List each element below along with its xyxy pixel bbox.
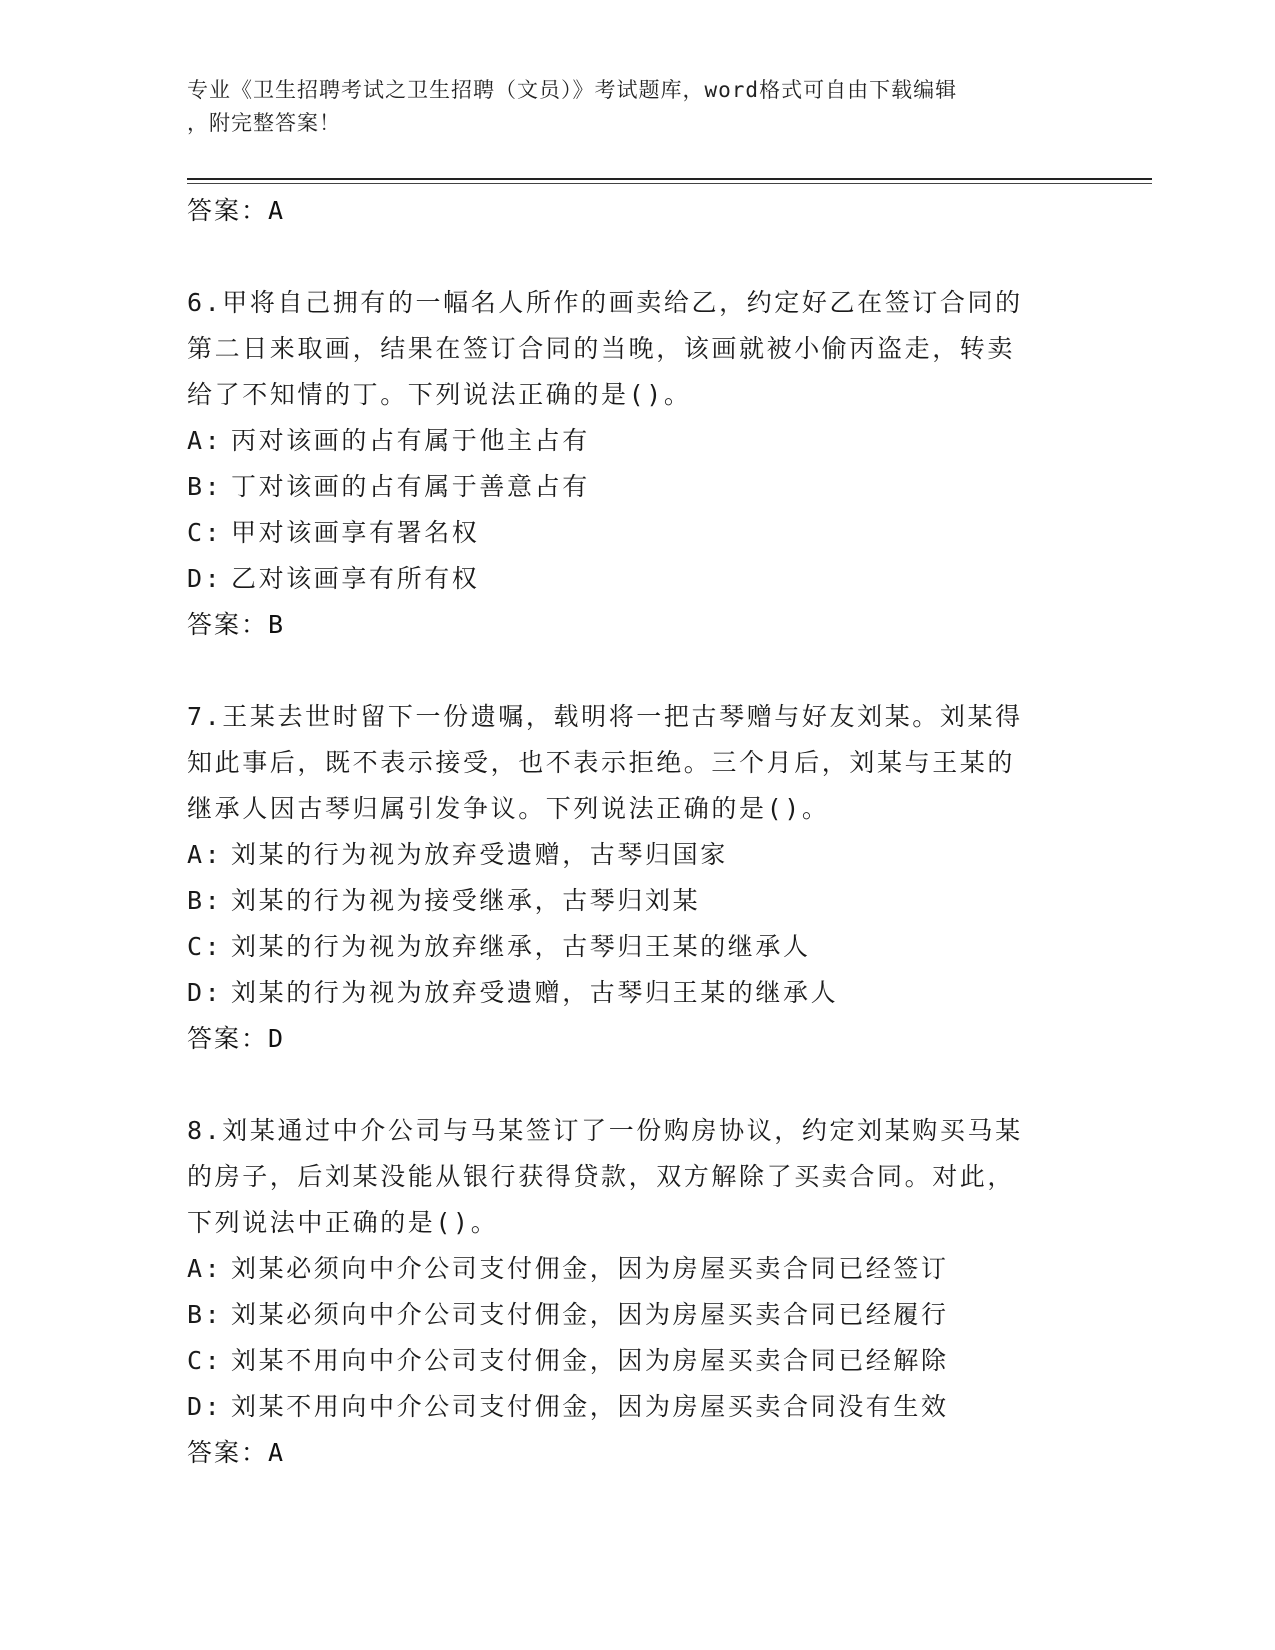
option-text: 刘某不用向中介公司支付佣金，因为房屋买卖合同已经解除 <box>231 1346 949 1375</box>
option-d <box>187 1384 1087 1430</box>
question-7 <box>187 694 1087 1062</box>
option-b <box>187 1292 1087 1338</box>
question-stem-line: 第二日来取画，结果在签订合同的当晚，该画就被小偷丙盗走，转卖 <box>187 334 1016 363</box>
option-text: 甲对该画享有署名权 <box>231 518 480 547</box>
option-key: C: <box>187 1346 223 1375</box>
question-8 <box>187 1108 1087 1476</box>
option-key: A: <box>187 426 223 455</box>
answer-label: 答案：D <box>187 1024 286 1053</box>
option-c <box>187 510 1087 556</box>
option-key: D: <box>187 978 223 1007</box>
option-text: 丙对该画的占有属于他主占有 <box>231 426 590 455</box>
option-a <box>187 1246 1087 1292</box>
option-key: A: <box>187 1254 223 1283</box>
question-list <box>187 188 1087 1476</box>
spacer <box>187 648 1087 694</box>
option-b <box>187 464 1087 510</box>
option-d <box>187 556 1087 602</box>
option-a <box>187 418 1087 464</box>
question-6 <box>187 280 1087 648</box>
option-d <box>187 970 1087 1016</box>
option-key: B: <box>187 886 223 915</box>
option-b <box>187 878 1087 924</box>
question-stem-line: 8.刘某通过中介公司与马某签订了一份购房协议，约定刘某购买马某 <box>187 1116 1023 1145</box>
question-stem-line: 给了不知情的丁。下列说法正确的是()。 <box>187 380 692 409</box>
option-c <box>187 1338 1087 1384</box>
option-text: 乙对该画享有所有权 <box>231 564 480 593</box>
header-divider-thick <box>187 178 1152 180</box>
header-line-1: 专业《卫生招聘考试之卫生招聘（文员）》考试题库，word格式可自由下载编辑 <box>187 78 958 102</box>
option-c <box>187 924 1087 970</box>
option-text: 刘某必须向中介公司支付佣金，因为房屋买卖合同已经履行 <box>231 1300 949 1329</box>
option-key: C: <box>187 518 223 547</box>
option-text: 刘某不用向中介公司支付佣金，因为房屋买卖合同没有生效 <box>231 1392 949 1421</box>
option-key: B: <box>187 1300 223 1329</box>
question-stem-line: 7.王某去世时留下一份遗嘱，载明将一把古琴赠与好友刘某。刘某得 <box>187 702 1023 731</box>
question-stem-line: 继承人因古琴归属引发争议。下列说法正确的是()。 <box>187 794 830 823</box>
question-stem-line: 下列说法中正确的是()。 <box>187 1208 499 1237</box>
option-text: 刘某的行为视为接受继承，古琴归刘某 <box>231 886 701 915</box>
answer-label: 答案：A <box>187 1438 286 1467</box>
option-a <box>187 832 1087 878</box>
option-key: A: <box>187 840 223 869</box>
option-key: D: <box>187 1392 223 1421</box>
question-stem-line: 知此事后，既不表示接受，也不表示拒绝。三个月后，刘某与王某的 <box>187 748 1016 777</box>
option-text: 刘某的行为视为放弃受遗赠，古琴归国家 <box>231 840 728 869</box>
option-key: D: <box>187 564 223 593</box>
spacer <box>187 234 1087 280</box>
question-stem-line: 6.甲将自己拥有的一幅名人所作的画卖给乙，约定好乙在签订合同的 <box>187 288 1023 317</box>
spacer <box>187 1062 1087 1108</box>
option-text: 刘某必须向中介公司支付佣金，因为房屋买卖合同已经签订 <box>231 1254 949 1283</box>
option-text: 刘某的行为视为放弃受遗赠，古琴归王某的继承人 <box>231 978 839 1007</box>
page-header <box>187 74 1067 140</box>
option-text: 丁对该画的占有属于善意占有 <box>231 472 590 501</box>
option-key: C: <box>187 932 223 961</box>
answer-label: 答案：B <box>187 610 286 639</box>
header-line-2: ，附完整答案！ <box>187 111 341 135</box>
question-stem-line: 的房子，后刘某没能从银行获得贷款，双方解除了买卖合同。对此， <box>187 1162 1016 1191</box>
option-text: 刘某的行为视为放弃继承，古琴归王某的继承人 <box>231 932 811 961</box>
option-key: B: <box>187 472 223 501</box>
answer-label: 答案：A <box>187 196 286 225</box>
header-divider-thin <box>187 183 1152 184</box>
